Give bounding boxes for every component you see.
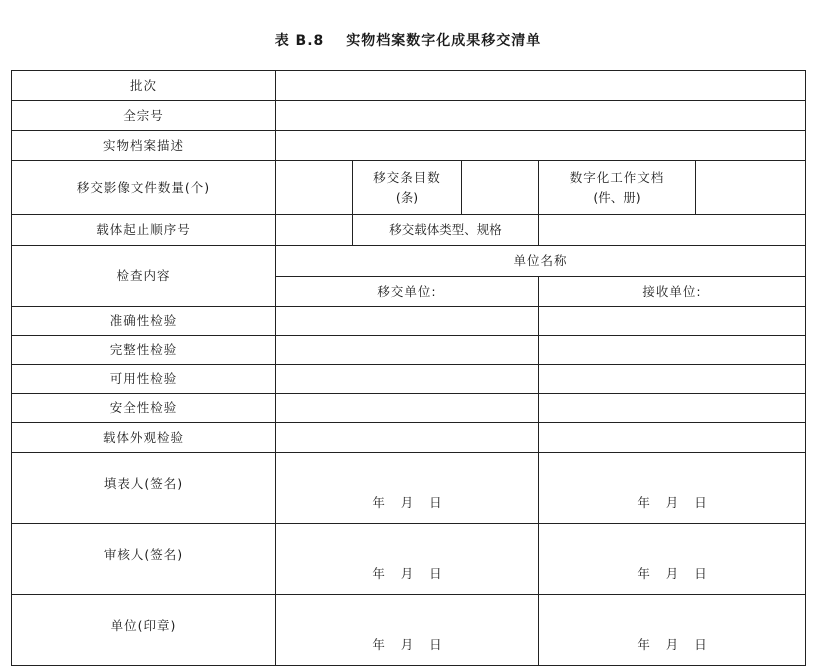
value-fonds[interactable] [276,101,806,131]
label-carrier-type: 移交载体类型、规格 [353,215,539,246]
date-reviewer-receive[interactable] [539,524,806,595]
value-accuracy-transfer[interactable] [276,307,539,336]
value-appearance-receive[interactable] [539,423,806,453]
day-label: 日 [694,637,707,652]
month-label: 月 [665,637,679,652]
month-label: 月 [665,495,679,510]
table-number: 表 B.8 [274,33,325,49]
value-appearance-transfer[interactable] [276,423,539,453]
row-accuracy [12,307,806,336]
row-seal [12,595,806,666]
value-integrity-receive[interactable] [539,336,806,365]
day-label: 日 [429,495,442,510]
row-description [12,131,806,161]
row-appearance [12,423,806,453]
value-image-count[interactable] [276,161,353,215]
label-work-docs [539,161,696,215]
value-usability-transfer[interactable] [276,365,539,394]
work-docs-line2: (件、册) [593,189,641,205]
month-label: 月 [665,566,679,581]
value-carrier-type[interactable] [539,215,806,246]
row-integrity [12,336,806,365]
label-batch: 批次 [12,71,276,101]
label-entry-count [353,161,462,215]
label-filler: 填表人(签名) [12,453,276,524]
month-label: 月 [400,495,414,510]
row-usability [12,365,806,394]
date-filler-receive[interactable] [539,453,806,524]
label-transfer-unit: 移交单位: [276,277,539,307]
year-label: 年 [372,566,385,581]
entry-count-line2: (条) [395,189,419,205]
label-carrier-seq: 载体起止顺序号 [12,215,276,246]
row-security [12,394,806,423]
day-label: 日 [429,566,442,581]
value-security-receive[interactable] [539,394,806,423]
value-accuracy-receive[interactable] [539,307,806,336]
label-fonds: 全宗号 [12,101,276,131]
label-security: 安全性检验 [12,394,276,423]
label-image-count: 移交影像文件数量(个) [12,161,276,215]
year-label: 年 [637,637,650,652]
day-label: 日 [429,637,442,652]
row-counts [12,161,806,215]
entry-count-line1: 移交条目数 [373,169,441,185]
row-fonds [12,101,806,131]
label-reviewer: 审核人(签名) [12,524,276,595]
value-entry-count[interactable] [462,161,539,215]
year-label: 年 [637,566,650,581]
value-carrier-seq[interactable] [276,215,353,246]
label-integrity: 完整性检验 [12,336,276,365]
value-description[interactable] [276,131,806,161]
table-title [0,30,816,50]
transfer-list-table [11,70,806,666]
work-docs-line1: 数字化工作文档 [569,169,665,185]
row-filler [12,453,806,524]
row-reviewer [12,524,806,595]
year-label: 年 [637,495,650,510]
day-label: 日 [694,495,707,510]
label-appearance: 载体外观检验 [12,423,276,453]
table-title-text: 实物档案数字化成果移交清单 [346,33,542,49]
label-seal: 单位(印章) [12,595,276,666]
label-unit-name: 单位名称 [276,246,806,277]
label-usability: 可用性检验 [12,365,276,394]
date-seal-transfer[interactable] [276,595,539,666]
label-check-content: 检查内容 [12,246,276,307]
month-label: 月 [400,566,414,581]
label-description: 实物档案描述 [12,131,276,161]
value-batch[interactable] [276,71,806,101]
value-work-docs[interactable] [696,161,806,215]
label-receive-unit: 接收单位: [539,277,806,307]
date-filler-transfer[interactable] [276,453,539,524]
year-label: 年 [372,637,385,652]
value-security-transfer[interactable] [276,394,539,423]
value-integrity-transfer[interactable] [276,336,539,365]
day-label: 日 [694,566,707,581]
row-batch [12,71,806,101]
label-accuracy: 准确性检验 [12,307,276,336]
year-label: 年 [372,495,385,510]
month-label: 月 [400,637,414,652]
row-check-header [12,246,806,277]
date-seal-receive[interactable] [539,595,806,666]
row-carrier [12,215,806,246]
date-reviewer-transfer[interactable] [276,524,539,595]
value-usability-receive[interactable] [539,365,806,394]
